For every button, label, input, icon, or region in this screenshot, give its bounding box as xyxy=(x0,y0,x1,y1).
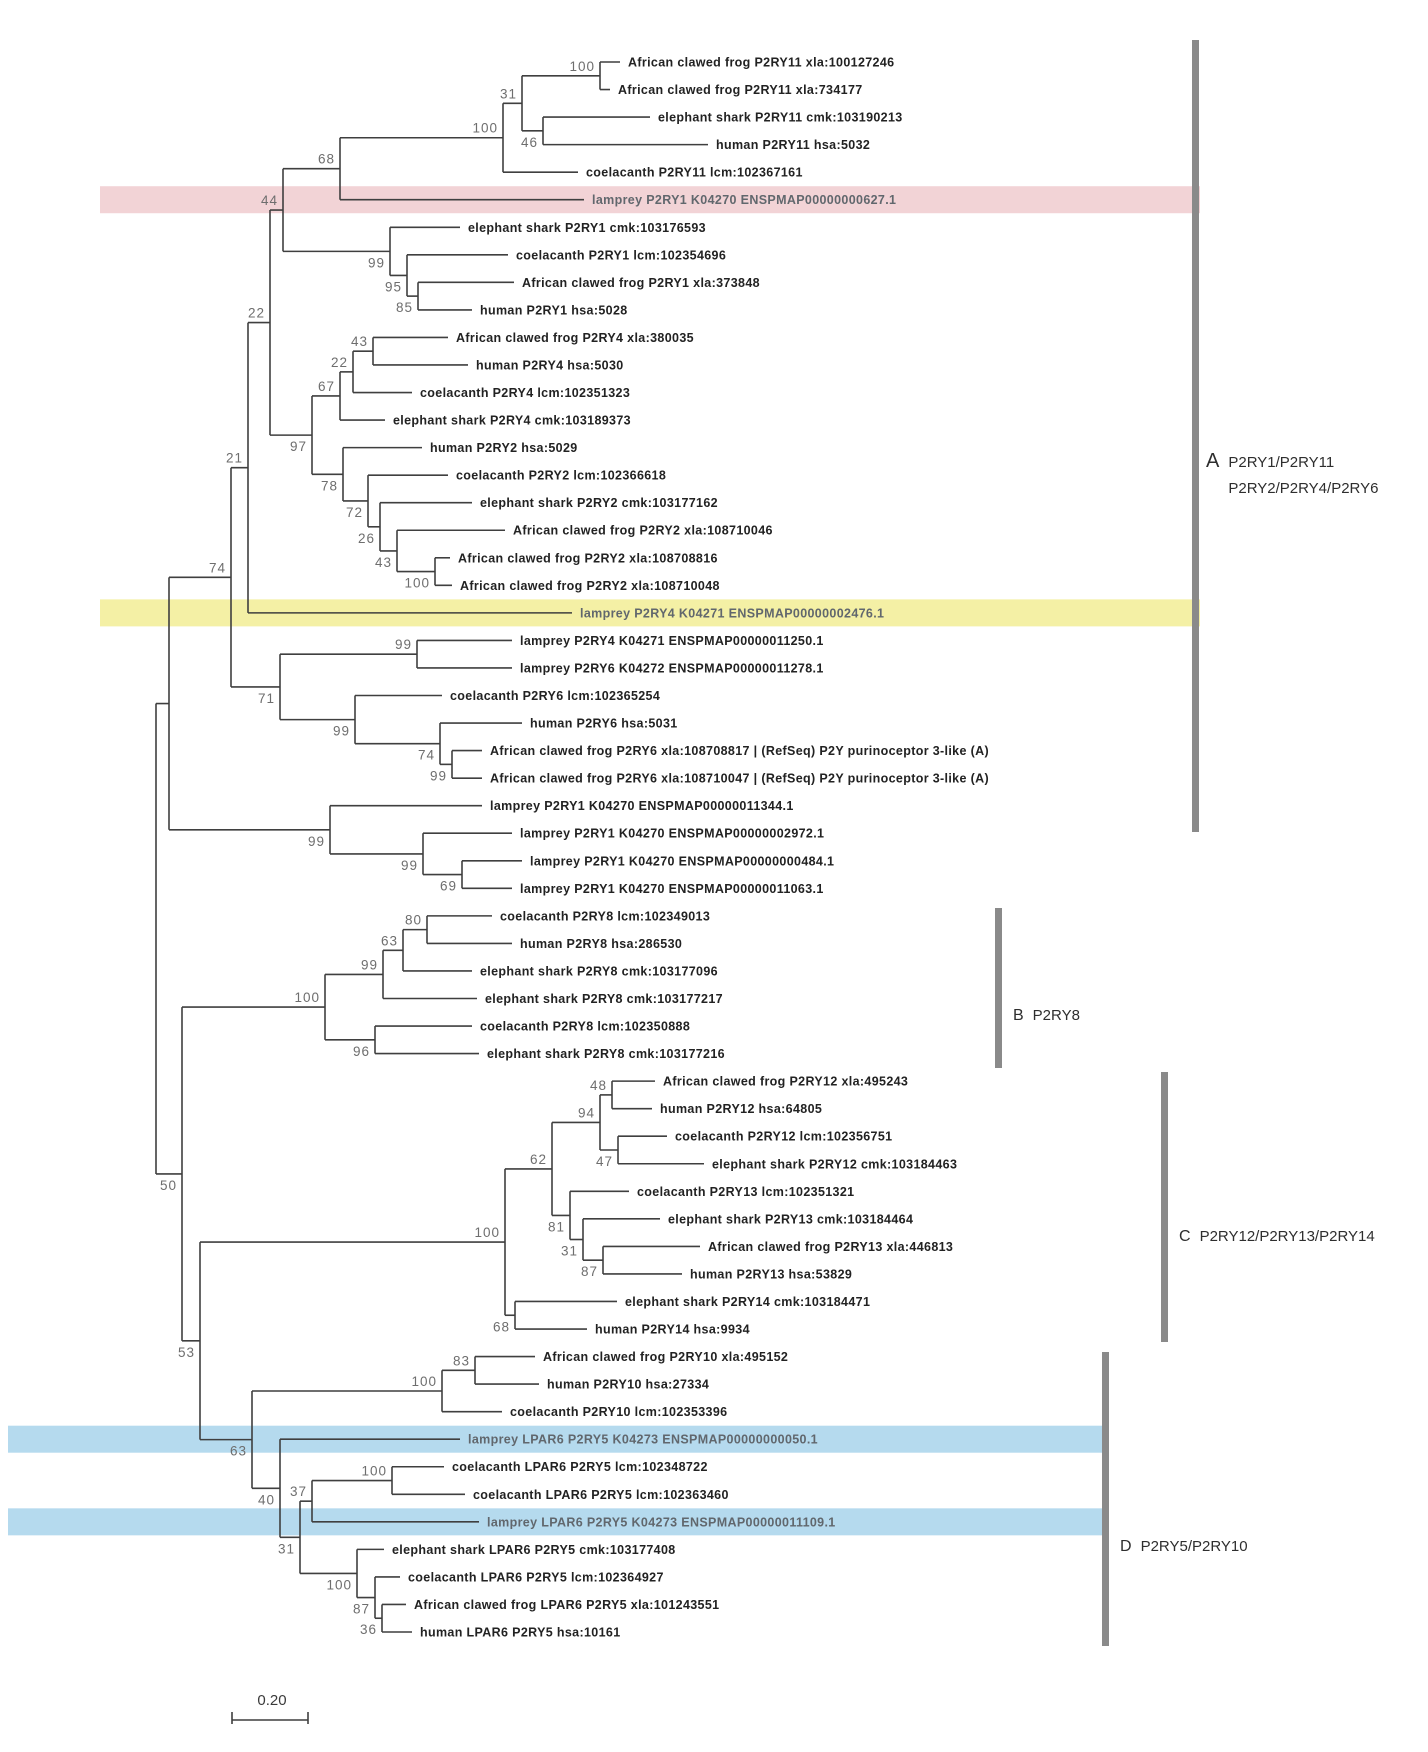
support-value: 47 xyxy=(595,1153,613,1169)
taxon-label: human P2RY8 hsa:286530 xyxy=(520,936,683,951)
support-value: 99 xyxy=(394,637,412,653)
support-value: 36 xyxy=(359,1622,377,1638)
support-value: 99 xyxy=(307,833,325,849)
taxon-label: lamprey LPAR6 P2RY5 K04273 ENSPMAP00000011109.1 xyxy=(487,1515,836,1530)
taxon-label: African clawed frog P2RY2 xla:108708816 xyxy=(458,551,718,566)
taxon-label: elephant shark P2RY4 cmk:103189373 xyxy=(393,413,631,428)
taxon-label: African clawed frog P2RY6 xla:108710047 | (RefSeq) P2Y purinoceptor 3-like (A) xyxy=(490,771,990,786)
support-value: 100 xyxy=(326,1577,352,1593)
support-value: 74 xyxy=(417,747,435,763)
taxon-label: coelacanth P2RY13 lcm:102351321 xyxy=(637,1184,855,1199)
support-value: 46 xyxy=(520,134,538,150)
taxon-label: human P2RY14 hsa:9934 xyxy=(595,1322,750,1337)
clade-genes-line: P2RY2/P2RY4/P2RY6 xyxy=(1228,480,1379,497)
support-value: 69 xyxy=(439,878,457,894)
taxon-label: coelacanth LPAR6 P2RY5 lcm:102364927 xyxy=(408,1570,664,1585)
taxon-label: African clawed frog P2RY11 xla:100127246 xyxy=(628,55,895,70)
taxon-label: African clawed frog P2RY10 xla:495152 xyxy=(543,1350,789,1365)
taxon-label: African clawed frog P2RY12 xla:495243 xyxy=(663,1074,909,1089)
taxon-label: lamprey P2RY6 K04272 ENSPMAP00000011278.1 xyxy=(520,661,824,676)
taxon-label: elephant shark P2RY8 cmk:103177096 xyxy=(480,964,718,979)
taxon-label: African clawed frog P2RY13 xla:446813 xyxy=(708,1239,954,1254)
taxon-label: human LPAR6 P2RY5 hsa:10161 xyxy=(420,1625,621,1640)
support-value: 100 xyxy=(472,120,498,136)
support-value: 95 xyxy=(384,279,402,295)
support-value: 50 xyxy=(159,1177,177,1193)
taxon-label: African clawed frog P2RY4 xla:380035 xyxy=(456,330,694,345)
support-value: 100 xyxy=(404,575,430,591)
support-value: 62 xyxy=(529,1151,547,1167)
clade-genes-line: P2RY12/P2RY13/P2RY14 xyxy=(1199,1228,1375,1245)
taxon-label: elephant shark P2RY11 cmk:103190213 xyxy=(658,110,903,125)
taxon-label: human P2RY10 hsa:27334 xyxy=(547,1377,710,1392)
taxon-label: African clawed frog P2RY2 xla:108710048 xyxy=(460,578,720,593)
support-value: 94 xyxy=(577,1105,595,1121)
support-value: 99 xyxy=(367,255,385,271)
support-value: 43 xyxy=(374,554,392,570)
support-value: 68 xyxy=(492,1319,510,1335)
support-value: 26 xyxy=(357,530,375,546)
support-value: 72 xyxy=(345,504,363,520)
support-value: 100 xyxy=(474,1225,500,1241)
taxon-label: lamprey P2RY4 K04271 ENSPMAP00000002476.1 xyxy=(580,606,885,621)
taxon-label: lamprey P2RY1 K04270 ENSPMAP00000000627.1 xyxy=(592,193,897,208)
clade-genes-line: P2RY1/P2RY11 xyxy=(1228,454,1335,471)
clade-label-d xyxy=(1120,1534,1248,1560)
support-value: 44 xyxy=(260,193,278,209)
taxon-label: coelacanth P2RY8 lcm:102350888 xyxy=(480,1019,691,1034)
support-value: 99 xyxy=(400,857,418,873)
support-value: 100 xyxy=(294,990,320,1006)
support-value: 99 xyxy=(429,768,447,784)
taxon-label: human P2RY1 hsa:5028 xyxy=(480,303,628,318)
clade-label-b xyxy=(1013,1003,1080,1029)
taxon-label: coelacanth P2RY4 lcm:102351323 xyxy=(420,386,631,401)
clade-genes-line: P2RY8 xyxy=(1032,1007,1080,1024)
support-value: 40 xyxy=(257,1492,275,1508)
taxon-label: coelacanth P2RY10 lcm:102353396 xyxy=(510,1405,728,1420)
clade-bar xyxy=(1161,1072,1168,1342)
support-value: 80 xyxy=(404,912,422,928)
support-value: 99 xyxy=(332,723,350,739)
taxon-label: elephant shark LPAR6 P2RY5 cmk:103177408 xyxy=(392,1542,676,1557)
support-value: 78 xyxy=(320,478,338,494)
support-value: 100 xyxy=(411,1373,437,1389)
taxon-label: human P2RY13 hsa:53829 xyxy=(690,1267,853,1282)
taxon-label: human P2RY2 hsa:5029 xyxy=(430,441,578,456)
taxon-label: lamprey LPAR6 P2RY5 K04273 ENSPMAP00000000050.1 xyxy=(468,1432,818,1447)
taxon-label: lamprey P2RY1 K04270 ENSPMAP00000011344.1 xyxy=(490,799,794,814)
taxon-label: coelacanth LPAR6 P2RY5 lcm:102348722 xyxy=(452,1460,708,1475)
taxon-label: elephant shark P2RY8 cmk:103177216 xyxy=(487,1047,725,1062)
taxon-label: African clawed frog P2RY6 xla:108708817 | (RefSeq) P2Y purinoceptor 3-like (A) xyxy=(490,744,990,759)
taxon-label: human P2RY12 hsa:64805 xyxy=(660,1102,823,1117)
taxon-label: coelacanth P2RY1 lcm:102354696 xyxy=(516,248,727,263)
taxon-label: human P2RY4 hsa:5030 xyxy=(476,358,624,373)
taxon-label: human P2RY11 hsa:5032 xyxy=(716,138,871,153)
support-value: 31 xyxy=(560,1243,578,1259)
taxon-label: African clawed frog LPAR6 P2RY5 xla:101243551 xyxy=(414,1597,720,1612)
taxon-label: coelacanth P2RY12 lcm:102356751 xyxy=(675,1129,893,1144)
taxon-label: elephant shark P2RY8 cmk:103177217 xyxy=(485,991,723,1006)
taxon-label: coelacanth LPAR6 P2RY5 lcm:102363460 xyxy=(473,1487,729,1502)
support-value: 31 xyxy=(277,1541,295,1557)
taxon-label: lamprey P2RY1 K04270 ENSPMAP00000000484.1 xyxy=(530,854,835,869)
taxon-label: elephant shark P2RY1 cmk:103176593 xyxy=(468,220,706,235)
taxon-label: elephant shark P2RY13 cmk:103184464 xyxy=(668,1212,914,1227)
support-value: 81 xyxy=(547,1219,565,1235)
taxon-label: coelacanth P2RY2 lcm:102366618 xyxy=(456,468,667,483)
support-value: 100 xyxy=(569,58,595,74)
support-value: 74 xyxy=(208,560,226,576)
support-value: 68 xyxy=(317,151,335,167)
taxon-label: African clawed frog P2RY1 xla:373848 xyxy=(522,275,760,290)
taxon-label: African clawed frog P2RY11 xla:734177 xyxy=(618,83,863,98)
support-value: 97 xyxy=(289,439,307,455)
support-value: 43 xyxy=(350,334,368,350)
taxon-label: coelacanth P2RY11 lcm:102367161 xyxy=(586,165,803,180)
taxon-label: coelacanth P2RY8 lcm:102349013 xyxy=(500,909,711,924)
taxon-label: lamprey P2RY4 K04271 ENSPMAP00000011250.1 xyxy=(520,633,824,648)
clade-bar xyxy=(1192,40,1199,832)
support-value: 63 xyxy=(229,1443,247,1459)
clade-label-a xyxy=(1206,450,1378,502)
support-value: 63 xyxy=(380,933,398,949)
taxon-label: elephant shark P2RY2 cmk:103177162 xyxy=(480,496,718,511)
support-value: 22 xyxy=(330,354,348,370)
clade-bar xyxy=(995,908,1002,1068)
taxon-label: lamprey P2RY1 K04270 ENSPMAP00000002972.1 xyxy=(520,826,825,841)
scale-bar-label: 0.20 xyxy=(257,1692,287,1709)
support-value: 48 xyxy=(589,1077,607,1093)
taxon-label: African clawed frog P2RY2 xla:108710046 xyxy=(513,523,773,538)
taxon-label: lamprey P2RY1 K04270 ENSPMAP00000011063.1 xyxy=(520,881,824,896)
support-value: 100 xyxy=(361,1463,387,1479)
clade-letter: B xyxy=(1013,1007,1024,1024)
support-value: 71 xyxy=(257,690,275,706)
clade-genes-line: P2RY5/P2RY10 xyxy=(1140,1538,1248,1555)
support-value: 67 xyxy=(317,378,335,394)
support-value: 22 xyxy=(247,305,265,321)
clade-letter: A xyxy=(1206,450,1220,472)
support-value: 37 xyxy=(289,1484,307,1500)
taxon-label: elephant shark P2RY12 cmk:103184463 xyxy=(712,1157,958,1172)
taxon-label: elephant shark P2RY14 cmk:103184471 xyxy=(625,1294,871,1309)
support-value: 96 xyxy=(352,1043,370,1059)
support-value: 21 xyxy=(225,450,243,466)
support-value: 87 xyxy=(352,1601,370,1617)
clade-bar xyxy=(1102,1352,1109,1646)
clade-letter: D xyxy=(1120,1538,1132,1555)
support-value: 31 xyxy=(499,86,517,102)
support-value: 83 xyxy=(452,1353,470,1369)
clade-letter: C xyxy=(1179,1228,1191,1245)
support-value: 87 xyxy=(580,1264,598,1280)
clade-label-c xyxy=(1179,1224,1375,1250)
support-value: 53 xyxy=(177,1344,195,1360)
support-value: 99 xyxy=(360,957,378,973)
taxon-label: human P2RY6 hsa:5031 xyxy=(530,716,678,731)
support-value: 85 xyxy=(395,300,413,316)
taxon-label: coelacanth P2RY6 lcm:102365254 xyxy=(450,689,661,704)
